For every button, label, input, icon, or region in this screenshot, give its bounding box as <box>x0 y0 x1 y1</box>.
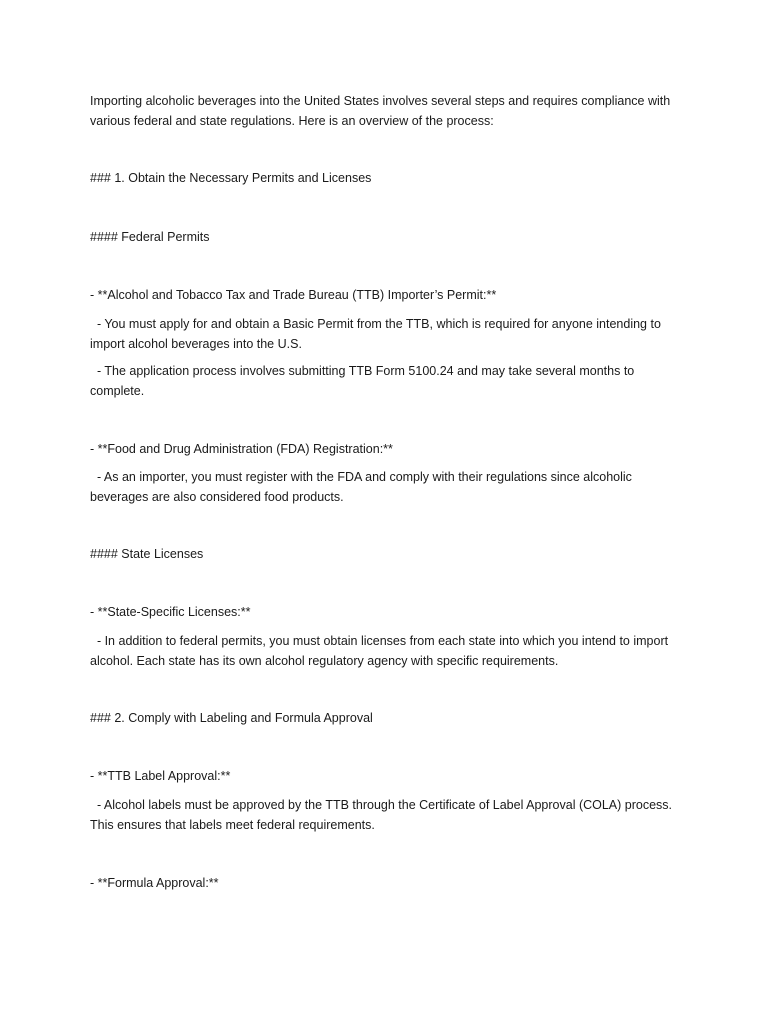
section-heading-labeling: ### 2. Comply with Labeling and Formula Approval <box>90 711 373 725</box>
fda-registration-detail: - As an importer, you must register with the FDA and comply with their regulations since alcoholic beverages are also considered food products. <box>90 470 636 504</box>
ttb-permit-detail-2: - The application process involves submitting TTB Form 5100.24 and may take several months to complete. <box>90 364 638 398</box>
intro-paragraph: Importing alcoholic beverages into the United States involves several steps and requires compliance with various federal and state regulations. Here is an overview of the process: <box>90 94 674 128</box>
subheading-state-licenses: #### State Licenses <box>90 547 204 561</box>
ttb-permit-title: - **Alcohol and Tobacco Tax and Trade Bureau (TTB) Importer’s Permit:** <box>90 288 497 302</box>
state-licenses-title: - **State-Specific Licenses:** <box>90 605 251 619</box>
section-heading-permits: ### 1. Obtain the Necessary Permits and Licenses <box>90 171 372 185</box>
formula-approval-title: - **Formula Approval:** <box>90 876 219 890</box>
state-licenses-detail: - In addition to federal permits, you must obtain licenses from each state into which you intend to import alcohol. Each state has its own alcohol regulatory agency with specific requirements. <box>90 634 672 668</box>
ttb-label-approval-title: - **TTB Label Approval:** <box>90 769 231 783</box>
subheading-federal-permits: #### Federal Permits <box>90 230 210 244</box>
ttb-permit-detail-1: - You must apply for and obtain a Basic Permit from the TTB, which is required for anyone intending to import alcohol beverages into the U.S. <box>90 317 665 351</box>
ttb-label-approval-detail: - Alcohol labels must be approved by the TTB through the Certificate of Label Approval (COLA) process. This ensures that labels meet federal requirements. <box>90 798 676 832</box>
fda-registration-title: - **Food and Drug Administration (FDA) Registration:** <box>90 442 393 456</box>
